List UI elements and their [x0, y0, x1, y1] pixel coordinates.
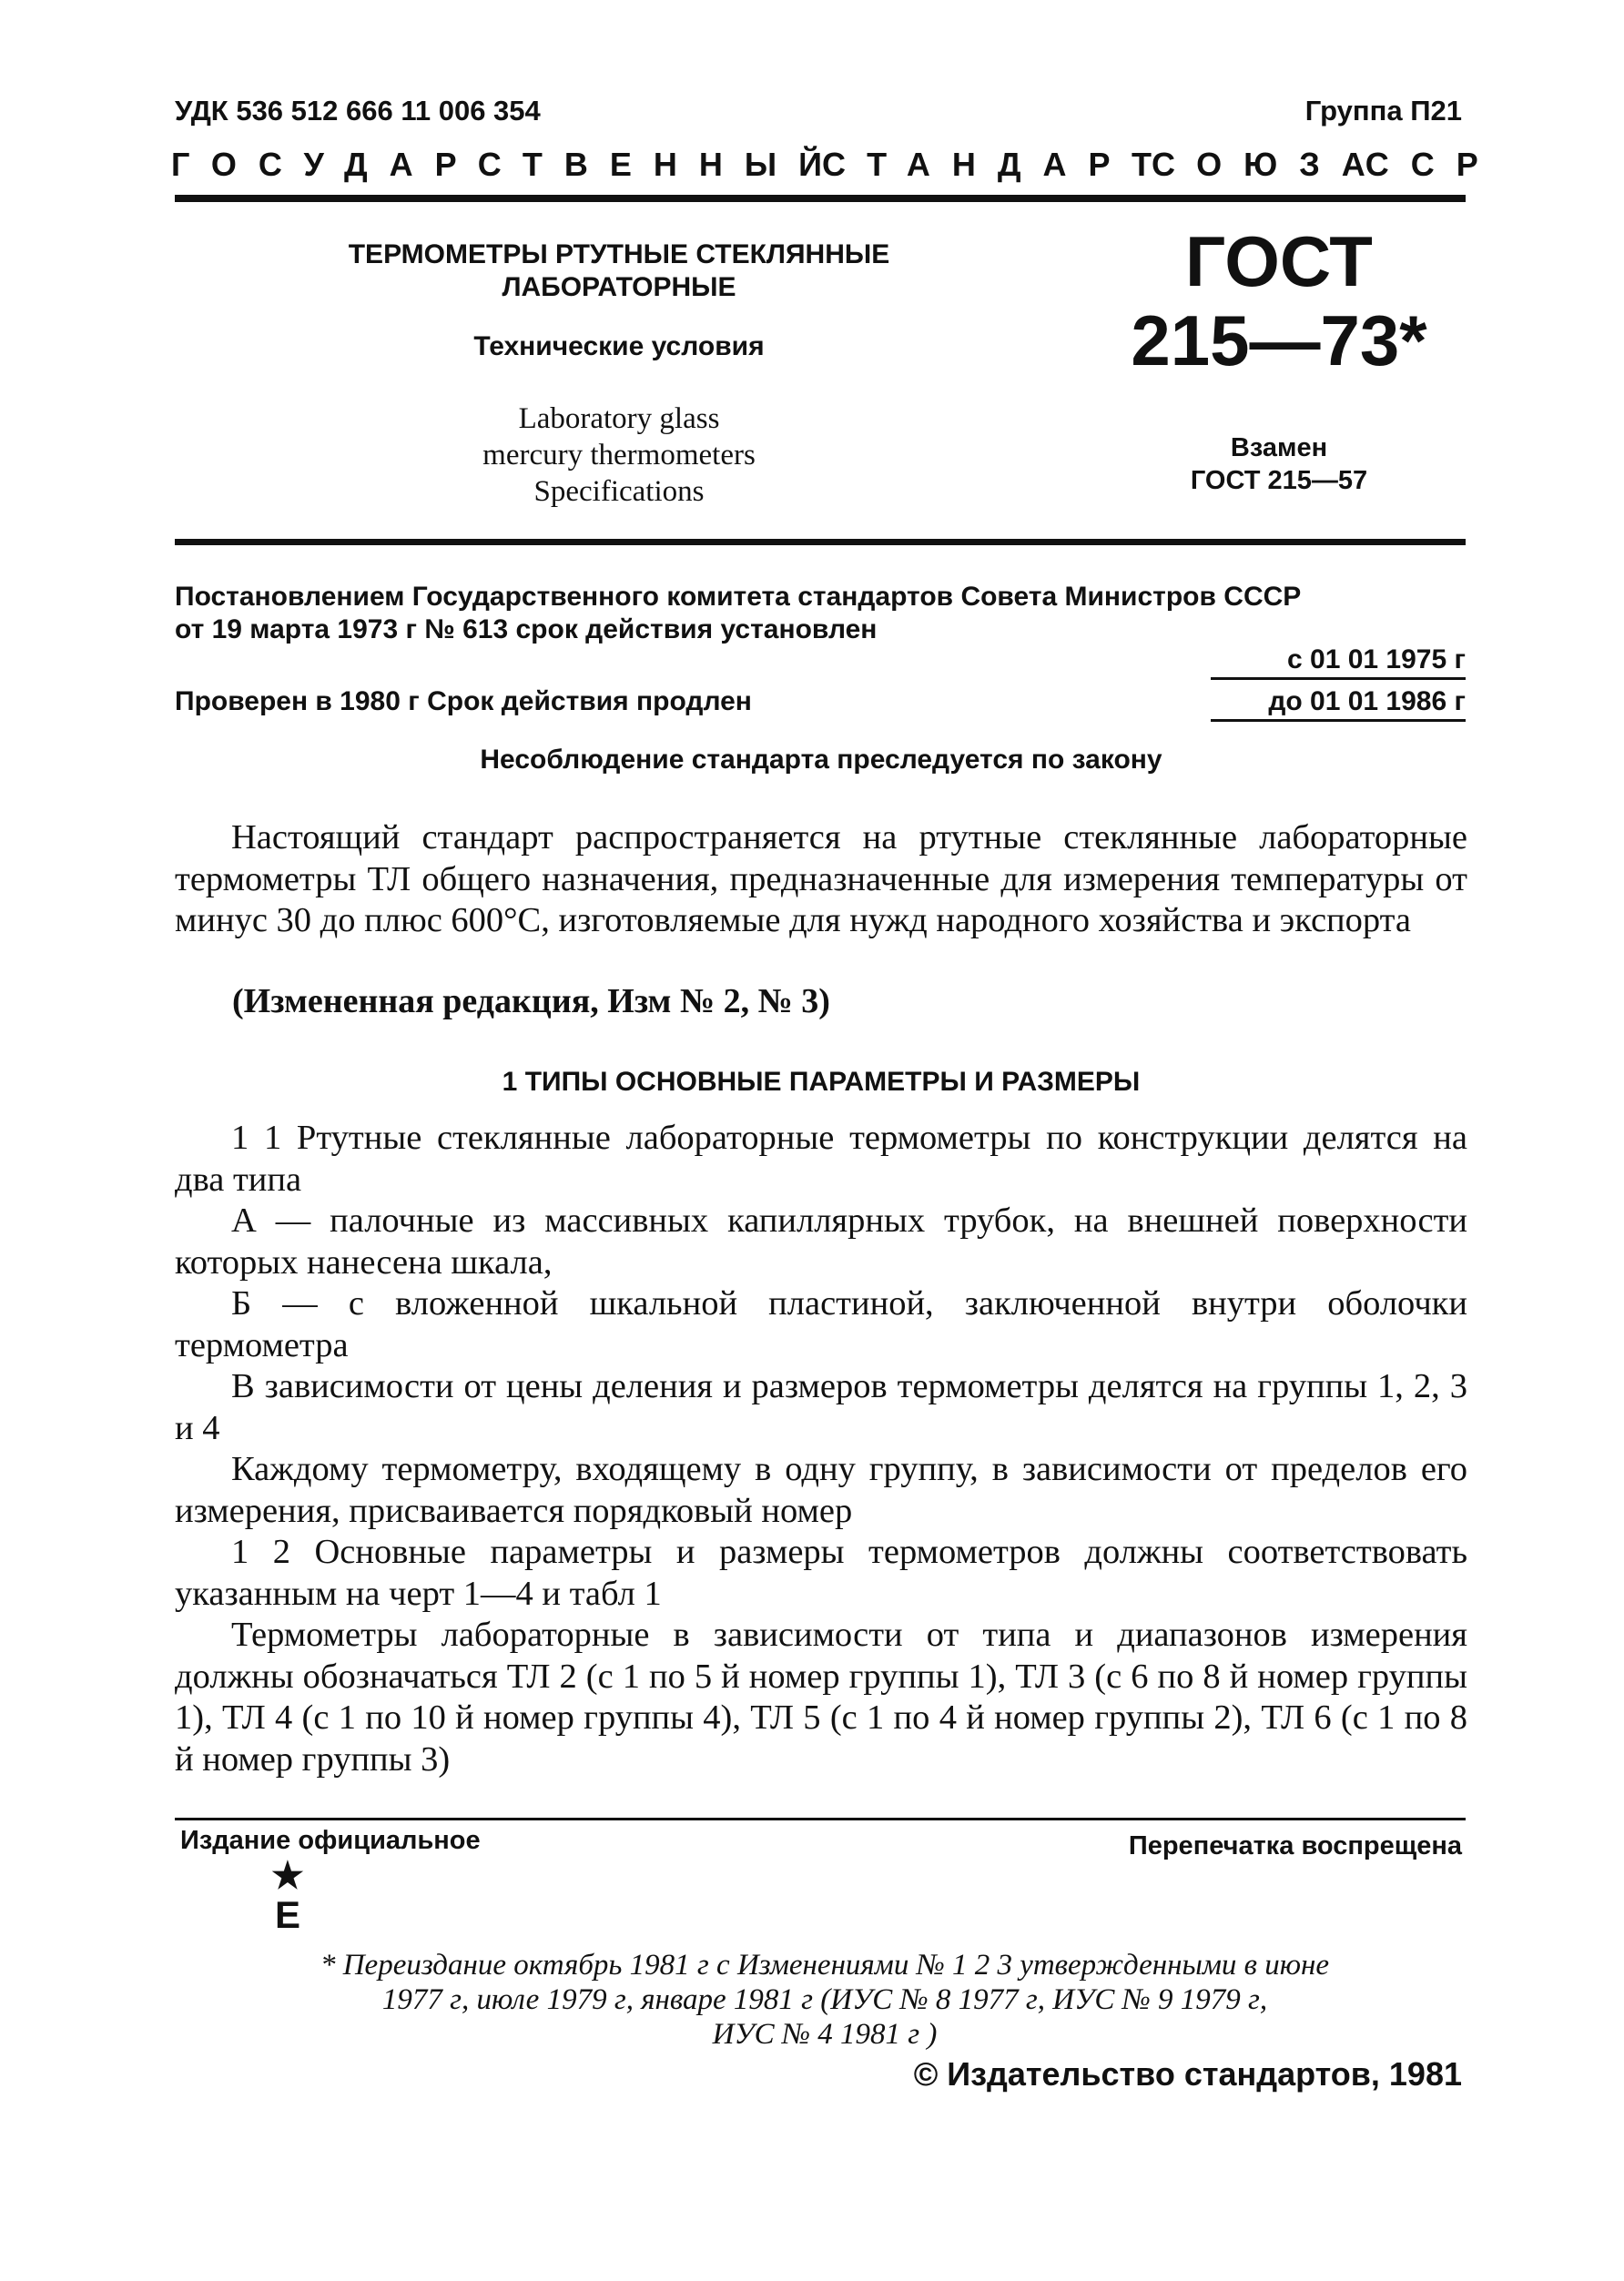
top-rule: [175, 195, 1466, 202]
checked-text: Проверен в 1980 г Срок действия продлен: [175, 686, 752, 716]
english-title-line: mercury thermometers: [482, 439, 756, 471]
footnote-line: 1977 г, июле 1979 г, январе 1981 г (ИУС № 8 1977 г, ИУС № 9 1979 г,: [381, 1983, 1268, 2016]
valid-to: до 01 01 1986 г: [1268, 686, 1466, 716]
heading-word: СОЮЗА: [1152, 146, 1387, 183]
replaces-label: Взамен: [1230, 433, 1328, 462]
title-line: ТЕРМОМЕТРЫ РТУТНЫЕ СТЕКЛЯННЫЕ: [348, 239, 890, 269]
section-body: [175, 1118, 1467, 1780]
body-paragraph: Б — с вложенной шкальной пластиной, заключенной внутри оболочки термометра: [175, 1284, 1467, 1364]
validity-rule: [1211, 719, 1466, 722]
amendment-note: (Измененная редакция, Изм № 2, № 3): [232, 982, 830, 1020]
footnote-line: * Переиздание октябрь 1981 г с Изменениями № 1 2 3 утвержденными в июне: [320, 1949, 1330, 1982]
valid-from: с 01 01 1975 г: [1287, 644, 1466, 674]
gost-number: 215—73*: [1131, 300, 1427, 380]
state-standard-heading: [171, 146, 1500, 184]
body-paragraph: 1 1 Ртутные стеклянные лабораторные термометры по конструкции делятся на два типа: [175, 1119, 1467, 1199]
official-edition: Издание официальное: [180, 1826, 481, 1855]
intro-paragraph: Настоящий стандарт распространяется на ртутные стеклянные лабораторные термометры ТЛ общего назначения, предназначенные для измерения температуры от минус 30 до плюс 600°С, изготовляемые для нужд народного хозяйства и экспорта: [175, 818, 1467, 939]
decree-line: Постановлением Государственного комитета стандартов Совета Министров СССР: [175, 582, 1302, 612]
legal-warning: Несоблюдение стандарта преследуется по закону: [480, 745, 1162, 775]
body-paragraph: В зависимости от цены деления и размеров термометры делятся на группы 1, 2, 3 и 4: [175, 1367, 1467, 1447]
section-heading: 1 ТИПЫ ОСНОВНЫЕ ПАРАМЕТРЫ И РАЗМЕРЫ: [502, 1067, 1141, 1097]
footnote-line: ИУС № 4 1981 г ): [712, 2018, 938, 2051]
group-code: Группа П21: [1304, 95, 1462, 127]
english-title-line: Laboratory glass: [518, 402, 720, 435]
udk-code: УДК 536 512 666 11 006 354: [175, 95, 541, 127]
english-title-line: Specifications: [533, 475, 705, 508]
title-line: ЛАБОРАТОРНЫЕ: [502, 272, 736, 302]
replaces-value: ГОСТ 215—57: [1190, 466, 1368, 495]
replaces-block: [1129, 431, 1429, 497]
heading-word: СТАНДАРТ: [822, 146, 1174, 183]
copyright: © Издательство стандартов, 1981: [913, 2055, 1462, 2093]
validity-rule: [1211, 677, 1466, 680]
heading-word: ГОСУДАРСТВЕННЫЙ: [171, 146, 845, 183]
footer-rule: [175, 1818, 1466, 1820]
english-title: [300, 400, 938, 510]
body-paragraph: 1 2 Основные параметры и размеры термометров должны соответствовать указанным на черт 1—4 и табл 1: [175, 1533, 1467, 1613]
body-paragraph: Каждому термометру, входящему в одну группу, в зависимости от пределов его измерения, присваивается порядковый номер: [175, 1450, 1467, 1530]
gost-label: ГОСТ: [1185, 221, 1373, 301]
edition-mark: Е: [275, 1893, 301, 1936]
reprint-prohibited: Перепечатка воспрещена: [1128, 1831, 1462, 1860]
document-title: [300, 238, 938, 304]
decree-text: [175, 581, 1467, 646]
heading-word: ССР: [1365, 146, 1500, 183]
body-paragraph: А — палочные из массивных капиллярных трубок, на внешней поверхности которых нанесена шкала,: [175, 1201, 1467, 1282]
document-subtitle: Технические условия: [473, 331, 765, 361]
decree-line: от 19 марта 1973 г № 613 срок действия установлен: [175, 614, 878, 644]
footnote: [178, 1948, 1471, 2052]
star-icon: ★: [271, 1856, 304, 1896]
body-paragraph: Термометры лабораторные в зависимости от типа и диапазонов измерения должны обозначаться ТЛ 2 (с 1 по 5 й номер группы 1), ТЛ 3 (с 6 по 8 й номер группы 1), ТЛ 4 (с 1 по 10 й номер группы 4), ТЛ 5 (с 1 по 4 й номер группы 2), ТЛ 6 (с 1 по 8 й номер группы 3): [175, 1616, 1467, 1779]
title-rule: [175, 539, 1466, 545]
